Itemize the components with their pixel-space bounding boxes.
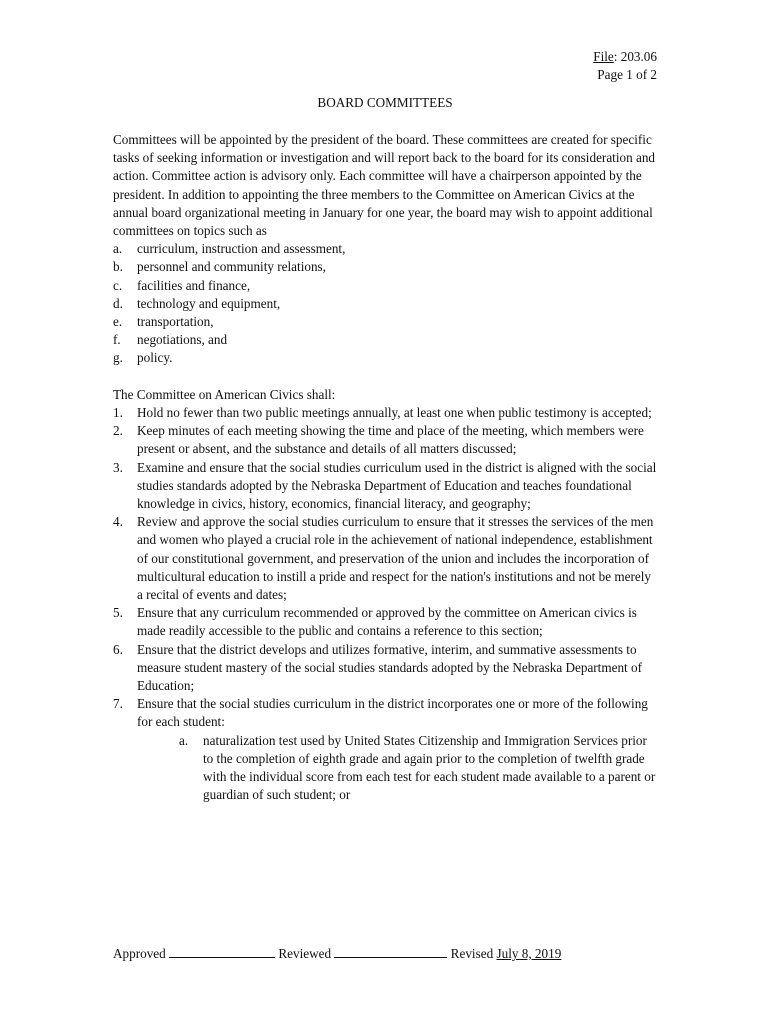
item-label: b. [113,259,123,275]
item-label: f. [113,332,121,348]
item-text: Ensure that the district develops and utilizes formative, interim, and summative assessments to measure student mastery of the social studies standards adopted by the Nebraska Department of Education; [137,641,643,694]
item-text: negotiations, and [137,332,228,348]
item-text: transportation, [137,314,214,330]
list-item [113,422,658,458]
item-text: Ensure that any curriculum recommended or approved by the committee on American civics is made readily accessible to the public and contains a reference to this section; [137,605,637,639]
approved-label: Approved [113,946,166,961]
item-label: c. [113,277,123,293]
item-text: Ensure that the social studies curriculum in the district incorporates one or more of the following for each student: [137,696,648,730]
revised-label: Revised [450,946,494,961]
reviewed-blank-line [334,945,447,958]
item-text: Keep minutes of each meeting showing the time and place of the meeting, which members were present or absent, and the substance and details of all matters discussed; [137,423,644,457]
list-item [113,459,658,514]
item-text: Review and approve the social studies curriculum to ensure that it stresses the services of the men and women who played a crucial role in the achievement of national independence, establishment of our constitutional government, and preservation of the union and includes the incorporation of multicultural education to instill a pride and respect for the nation's institutions and not be merely a recital of events and dates; [137,514,654,603]
list-item [113,313,658,331]
file-label: File [593,49,614,64]
list-item [113,404,658,422]
item-label: a. [179,732,189,748]
item-text: Hold no fewer than two public meetings annually, at least one when public testimony is accepted; [137,405,652,421]
item-text: policy. [137,350,173,366]
revised-date: July 8, 2019 [496,946,562,961]
approval-footer [113,945,673,962]
item-text: facilities and finance, [137,277,251,293]
list-item [113,277,658,295]
list-item [113,349,658,367]
file-number [593,48,657,66]
page-number: Page 1 of 2 [597,67,657,82]
item-label: d. [113,295,123,311]
sub-list-item [113,732,658,805]
item-label: 6. [113,641,123,657]
list-item [113,331,658,349]
list-item [113,258,658,276]
approved-blank-line [169,945,275,958]
list-item [113,641,658,696]
list-item [113,240,658,258]
item-text: personnel and community relations, [137,259,326,275]
item-label: a. [113,241,123,257]
intro-paragraph: Committees will be appointed by the president of the board. These committees are created for specific tasks of seeking information or investigation and will report back to the board for its consideration and action. Committee action is advisory only. Each committee will have a chairperson appointed by the president. In addition to appointing the three members to the Committee on American Civics at the annual board organizational meeting in January for one year, the board may wish to appoint additional committees on topics such as [113,132,656,239]
item-text: curriculum, instruction and assessment, [137,241,346,257]
item-text: naturalization test used by United States Citizenship and Immigration Services prior to the completion of eighth grade and again prior to the completion of twelfth grade with the individual score from each test for each student made available to a parent or guardian of such student; or [203,732,656,803]
reviewed-label: Reviewed [278,946,332,961]
list-item [113,513,658,604]
file-value: : 203.06 [613,49,657,64]
item-label: 3. [113,459,123,475]
item-label: 4. [113,514,123,530]
item-label: 5. [113,605,123,621]
civics-heading: The Committee on American Civics shall: [113,386,336,402]
item-label: g. [113,350,123,366]
list-item [113,695,658,731]
topics-list [113,240,658,367]
item-label: 2. [113,423,123,439]
page-title: BOARD COMMITTEES [317,95,453,110]
list-item [113,604,658,640]
list-item [113,295,658,313]
policy-body [113,131,658,805]
item-label: 7. [113,696,123,712]
item-label: e. [113,314,123,330]
item-text: Examine and ensure that the social studies curriculum used in the district is aligned with the social studies standards adopted by the Nebraska Department of Education and teaches foundational knowledge in civics, history, economics, financial literacy, and geography; [137,459,657,512]
item-text: technology and equipment, [137,295,281,311]
duties-list [113,404,658,804]
item-label: 1. [113,405,123,421]
